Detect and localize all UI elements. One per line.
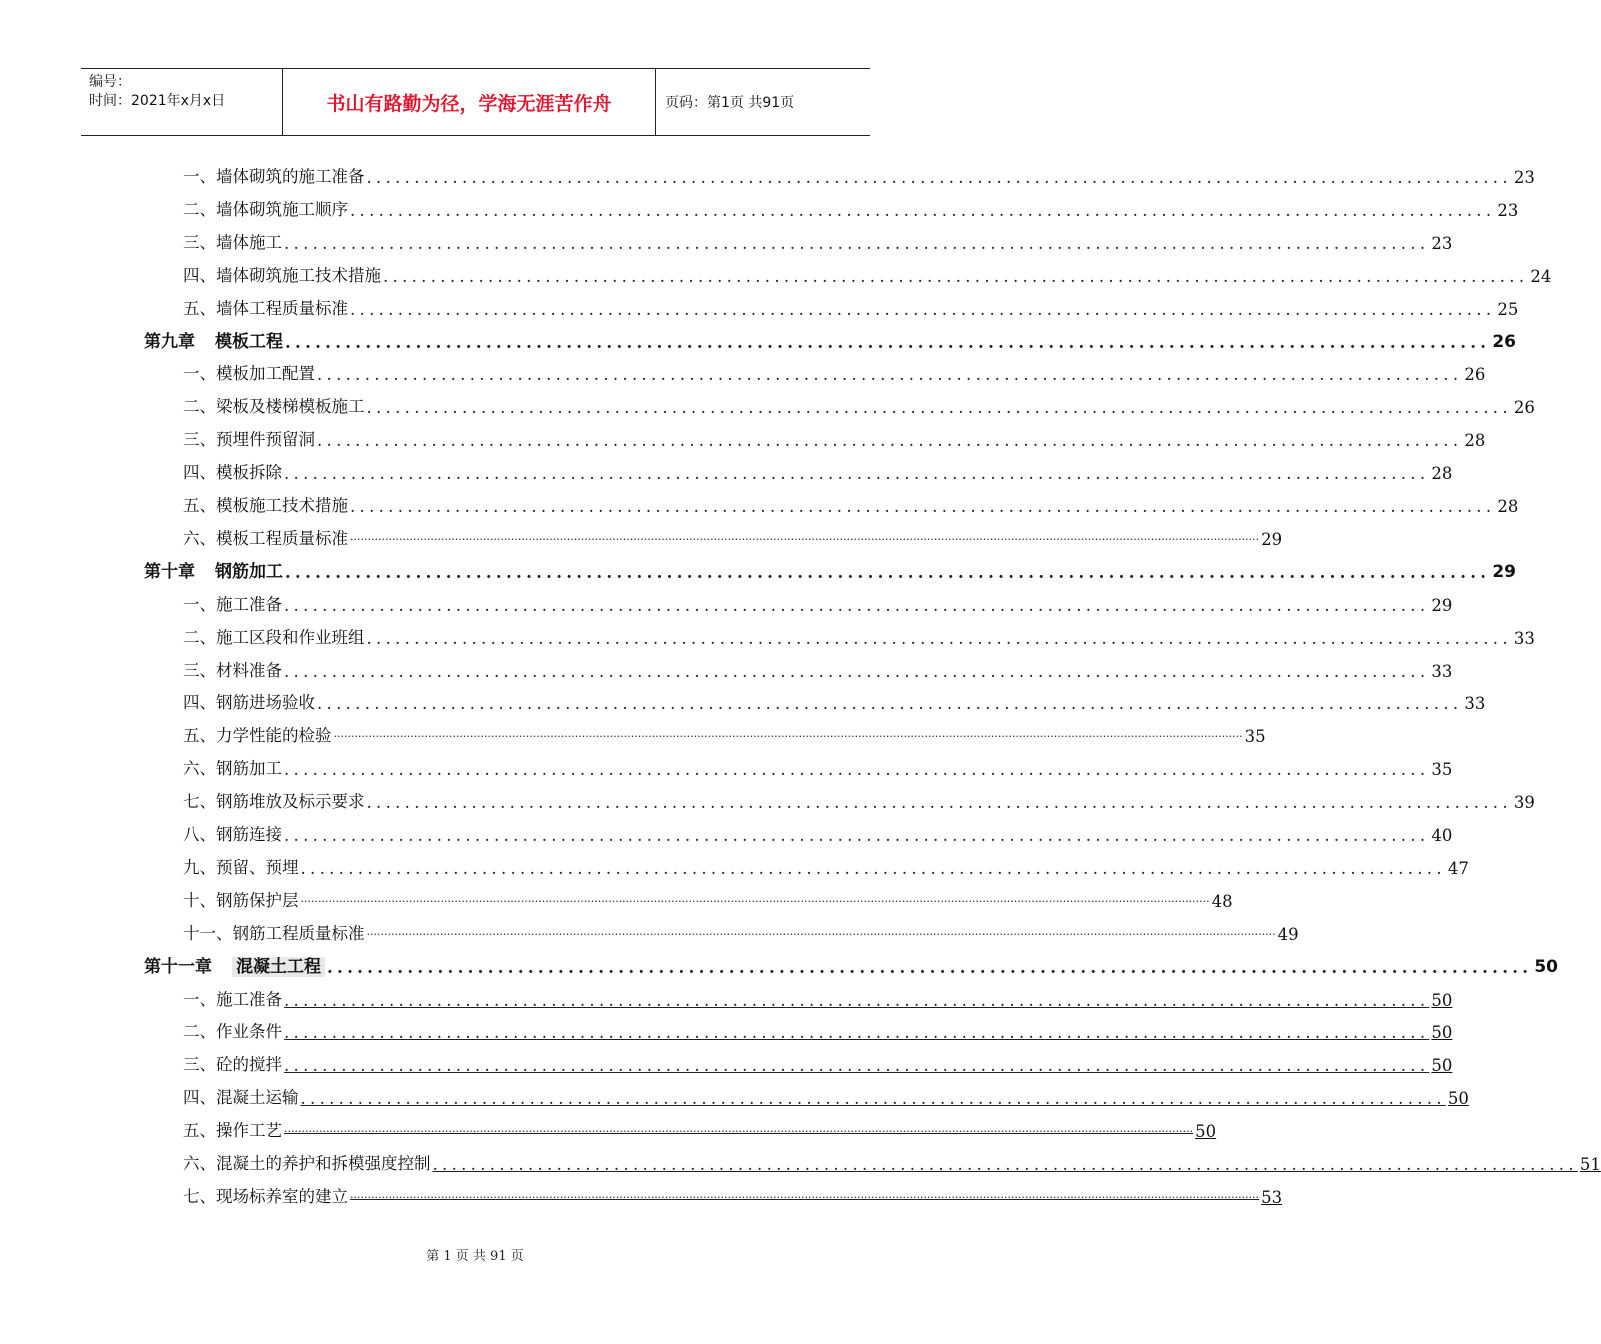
toc-page-number: 26: [1492, 331, 1516, 352]
toc-section-entry[interactable]: [0, 977, 1453, 1010]
toc-page-number: 23: [1497, 200, 1519, 220]
dot-leader: ........................................................................................................................: [284, 595, 1430, 615]
toc-section-title: 四、模板拆除: [183, 463, 282, 483]
toc-section-title: 六、钢筋加工: [183, 759, 282, 779]
serial-label: 编号：: [89, 74, 131, 90]
toc-section-entry[interactable]: [0, 483, 1519, 516]
chapter-number: 第十章: [144, 561, 195, 582]
toc-page-number: 29: [1431, 595, 1453, 615]
toc-page-number: 23: [1513, 168, 1535, 187]
toc-page-number: 24: [1530, 266, 1552, 286]
dot-leader: ........................................................................................................................: [383, 266, 1529, 286]
toc-page-number: 29: [1492, 561, 1516, 582]
toc-page-number: 51: [1579, 1155, 1601, 1174]
toc-page-number: 50: [1447, 1089, 1469, 1109]
toc-section-entry[interactable]: [0, 648, 1453, 681]
dot-leader: ....................................................................................................................................................................................................................................................................: [350, 1187, 1260, 1201]
toc-section-entry[interactable]: [0, 286, 1519, 319]
toc-section-title: 一、墙体砌筑的施工准备: [183, 167, 365, 186]
toc-section-entry[interactable]: [0, 779, 1535, 813]
toc-section-title: 五、模板施工技术措施: [183, 496, 348, 515]
toc-section-entry[interactable]: [0, 680, 1486, 714]
toc-section-entry[interactable]: [0, 812, 1453, 845]
toc-page-number: 23: [1431, 233, 1453, 253]
toc-section-title: 七、现场标养室的建立: [183, 1186, 348, 1206]
header-meta: [81, 69, 283, 135]
chapter-number: 第九章: [144, 331, 195, 352]
dot-leader: ........................................................................................................................: [350, 200, 1496, 220]
toc-section-title: 十、钢筋保护层: [183, 890, 299, 910]
dot-leader: ........................................................................................................................: [317, 365, 1463, 385]
toc-section-title: 四、钢筋进场验收: [183, 693, 315, 713]
dot-leader: ........................................................................................................................: [350, 299, 1496, 319]
toc-section-title: 三、材料准备: [183, 660, 282, 680]
dot-leader: ........................................................................................................................: [284, 1056, 1430, 1076]
time-label: 时间：2021年x月x日: [89, 93, 226, 109]
toc-section-title: 一、施工准备: [183, 989, 282, 1009]
dot-leader: ........................................................................................................................: [366, 793, 1512, 813]
toc-section-entry[interactable]: [0, 615, 1535, 648]
toc-page-number: 29: [1261, 529, 1283, 549]
toc-section-title: 一、模板加工配置: [183, 364, 315, 384]
dot-leader: ........................................................................................................................: [284, 233, 1430, 253]
dot-leader: ........................................................................................................................: [300, 1089, 1446, 1109]
dot-leader: ....................................................................................................................................................................................................................................................................: [300, 891, 1210, 905]
toc-section-entry[interactable]: [0, 1174, 1283, 1207]
toc-section-title: 十一、钢筋工程质量标准: [183, 923, 365, 943]
toc-chapter-entry[interactable]: [0, 944, 1558, 977]
toc-section-entry[interactable]: [0, 220, 1453, 253]
toc-section-entry[interactable]: [0, 417, 1486, 451]
chapter-name: 钢筋加工: [215, 561, 283, 582]
header-page-info: 页码：第1页 共91页: [665, 95, 795, 111]
toc-section-title: 五、操作工艺: [183, 1121, 282, 1141]
toc-section-title: 三、砼的搅拌: [183, 1055, 282, 1075]
toc-section-entry[interactable]: [0, 1009, 1453, 1043]
toc-section-entry[interactable]: [0, 911, 1299, 944]
dot-leader: ........................................................................................................................: [366, 398, 1512, 418]
dot-leader: ....................................................................................................................................................................................................................................................................: [366, 924, 1276, 938]
toc-section-entry[interactable]: [0, 154, 1535, 187]
toc-page-number: 39: [1513, 793, 1535, 813]
toc-section-entry[interactable]: [0, 582, 1453, 615]
toc-section-title: 三、墙体施工: [183, 232, 282, 252]
toc-page-number: 50: [1195, 1122, 1217, 1142]
toc-page-number: 28: [1431, 464, 1453, 484]
toc-page-number: 33: [1431, 661, 1453, 681]
toc-section-entry[interactable]: [0, 187, 1519, 220]
toc-page-number: 53: [1261, 1187, 1283, 1207]
toc-section-entry[interactable]: [0, 1108, 1217, 1142]
dot-leader: ........................................................................................................................: [432, 1155, 1578, 1174]
toc-page-number: 33: [1513, 628, 1535, 648]
toc-chapter-title: [144, 327, 283, 352]
dot-leader: ........................................................................................................................: [284, 990, 1430, 1010]
chapter-number: 第十一章: [144, 956, 212, 977]
dot-leader: ........................................................................................................................: [285, 562, 1491, 582]
toc-section-title: 二、梁板及楼梯模板施工: [183, 397, 365, 417]
page-header: [81, 68, 870, 136]
toc-section-entry[interactable]: [0, 1042, 1453, 1076]
header-motto: 书山有路勤为径，学海无涯苦作舟: [283, 69, 656, 135]
toc-section-title: 二、墙体砌筑施工顺序: [183, 199, 348, 219]
toc-page-number: 28: [1464, 431, 1486, 451]
page-footer: 第 1 页 共 91 页: [426, 1249, 524, 1264]
dot-leader: ........................................................................................................................: [327, 957, 1533, 977]
toc-section-title: 六、模板工程质量标准: [183, 528, 348, 548]
toc-section-entry[interactable]: [0, 253, 1552, 286]
toc-page-number: 50: [1431, 990, 1453, 1010]
toc-page-number: 25: [1497, 299, 1519, 319]
chapter-name: 混凝土工程: [232, 957, 325, 977]
dot-leader: ........................................................................................................................: [366, 168, 1512, 187]
toc-section-title: 四、混凝土运输: [183, 1088, 299, 1108]
toc-chapter-title: [144, 557, 283, 582]
toc-section-entry[interactable]: [0, 1075, 1469, 1109]
toc-section-entry[interactable]: [0, 746, 1453, 780]
toc-section-title: 五、力学性能的检验: [183, 726, 332, 746]
dot-leader: ....................................................................................................................................................................................................................................................................: [284, 1122, 1194, 1136]
toc-section-title: 二、作业条件: [183, 1022, 282, 1042]
toc-page-number: 47: [1447, 858, 1469, 878]
dot-leader: ........................................................................................................................: [300, 858, 1446, 878]
toc-section-title: 二、施工区段和作业班组: [183, 627, 365, 647]
dot-leader: ........................................................................................................................: [284, 661, 1430, 681]
toc-page-number: 48: [1211, 891, 1233, 911]
toc-section-entry[interactable]: [0, 878, 1233, 911]
toc-page-number: 49: [1277, 924, 1299, 944]
dot-leader: ........................................................................................................................: [284, 464, 1430, 484]
toc-section-title: 五、墙体工程质量标准: [183, 298, 348, 318]
chapter-name: 模板工程: [215, 331, 283, 352]
toc-page-number: 33: [1464, 694, 1486, 714]
toc-section-entry[interactable]: [0, 351, 1486, 385]
dot-leader: ....................................................................................................................................................................................................................................................................: [350, 529, 1260, 543]
toc-section-entry[interactable]: [0, 713, 1266, 747]
toc-page-number: 35: [1431, 760, 1453, 780]
toc-page-number: 40: [1431, 826, 1453, 845]
toc-section-title: 一、施工准备: [183, 594, 282, 614]
toc-section-title: 六、混凝土的养护和拆模强度控制: [183, 1154, 431, 1173]
toc-page-number: 50: [1431, 1023, 1453, 1043]
toc-section-title: 八、钢筋连接: [183, 825, 282, 844]
toc-chapter-entry[interactable]: [0, 319, 1516, 352]
toc-page-number: 35: [1244, 727, 1266, 747]
dot-leader: ........................................................................................................................: [366, 628, 1512, 648]
toc-chapter-title: [144, 952, 325, 977]
toc-page-number: 26: [1464, 365, 1486, 385]
dot-leader: ....................................................................................................................................................................................................................................................................: [333, 727, 1243, 741]
toc-chapter-entry[interactable]: [0, 549, 1516, 582]
toc-section-title: 四、墙体砌筑施工技术措施: [183, 265, 381, 285]
dot-leader: ........................................................................................................................: [284, 1023, 1430, 1043]
dot-leader: ........................................................................................................................: [317, 431, 1463, 451]
dot-leader: ........................................................................................................................: [350, 497, 1496, 516]
dot-leader: ........................................................................................................................: [317, 694, 1463, 714]
toc-section-entry[interactable]: [0, 1141, 1601, 1174]
toc-section-title: 七、钢筋堆放及标示要求: [183, 792, 365, 812]
toc-page-number: 50: [1534, 956, 1558, 977]
toc-section-title: 九、预留、预埋: [183, 857, 299, 877]
toc-section-entry[interactable]: [0, 516, 1283, 549]
toc-section-entry[interactable]: [0, 450, 1453, 484]
toc-page-number: 28: [1497, 497, 1519, 516]
toc-section-entry[interactable]: [0, 384, 1535, 418]
dot-leader: ........................................................................................................................: [285, 332, 1491, 352]
toc-page-number: 26: [1513, 398, 1535, 418]
toc-page-number: 50: [1431, 1056, 1453, 1076]
dot-leader: ........................................................................................................................: [284, 826, 1430, 845]
toc-section-entry[interactable]: [0, 845, 1469, 878]
dot-leader: ........................................................................................................................: [284, 760, 1430, 780]
toc-section-title: 三、预埋件预留洞: [183, 430, 315, 450]
